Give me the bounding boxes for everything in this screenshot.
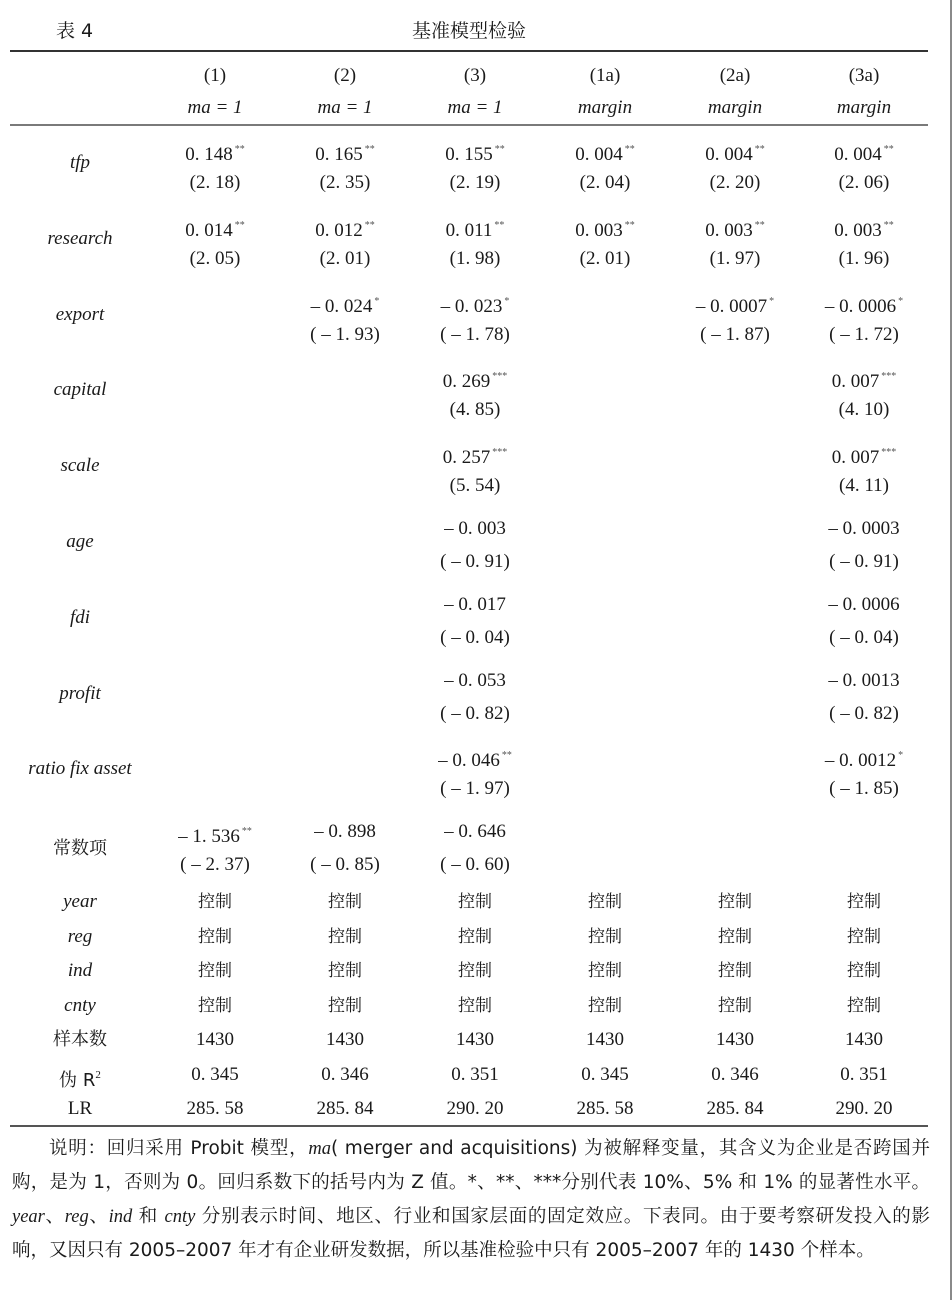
bottom-rule: [10, 1125, 928, 1127]
coefficient-cell: [410, 134, 540, 171]
table-number: 表 4: [56, 20, 94, 42]
coefficient-value: 0. 004: [705, 144, 753, 165]
z-value-cell: ( – 0. 91): [829, 551, 899, 572]
stat-cell: 控制: [588, 961, 622, 981]
notes-variable: cnty: [164, 1207, 196, 1227]
coefficient-value: – 0. 0012: [824, 750, 897, 772]
dependent-variable: margin: [707, 97, 763, 118]
stat-cell: 1430: [196, 1029, 234, 1050]
row-label: scale: [60, 455, 100, 477]
stat-cell: 控制: [328, 961, 362, 981]
coefficient-cell: [670, 286, 800, 323]
row-label: capital: [53, 379, 107, 401]
stat-cell: 1430: [716, 1029, 754, 1050]
column-header: [150, 60, 280, 124]
coefficient-cell: [799, 589, 929, 621]
significance-stars: **: [364, 219, 375, 231]
stat-cell: 控制: [718, 892, 752, 912]
coefficient-cell: [799, 437, 929, 474]
notes-text: 分别表示时间、地区、行业和国家层面的固定效应。下表同。由于要考察研发投入的影响，又因只有 2005–2007 年才有企业研发数据，所以基准检验中只有 2005–2007 年的 1430 个样本。: [12, 1206, 930, 1261]
z-value-cell: (1. 97): [709, 247, 761, 269]
column-id: (2a): [719, 65, 751, 86]
stat-cell: 1430: [845, 1029, 883, 1050]
stat-cell: 285. 58: [186, 1098, 244, 1119]
coefficient-cell: [410, 286, 540, 323]
stat-cell: 290. 20: [835, 1098, 893, 1119]
coefficient-value: 0. 003: [705, 219, 753, 241]
z-value-cell: (2. 06): [838, 172, 890, 193]
column-id: (2): [333, 65, 357, 86]
notes-paragraph: [12, 1132, 930, 1268]
z-value-cell: (2. 19): [449, 172, 501, 193]
significance-stars: **: [234, 219, 245, 231]
row-label: [10, 990, 150, 1022]
notes-variable: ind: [108, 1207, 133, 1227]
z-value-cell: ( – 0. 82): [829, 702, 899, 724]
row-label: ratio fix asset: [28, 758, 132, 780]
significance-stars: ***: [492, 447, 508, 459]
row-label-text: 样本数: [53, 1029, 107, 1050]
row-label-text: reg: [67, 925, 93, 947]
coefficient-value: 0. 003: [575, 219, 623, 241]
column-id: (3a): [848, 65, 880, 86]
table-title: 基准模型检验: [411, 20, 526, 42]
row-label: profit: [59, 682, 101, 704]
coefficient-cell: [410, 361, 540, 398]
coefficient-value: 0. 004: [575, 144, 623, 165]
z-value-cell: (2. 18): [189, 172, 241, 193]
coefficient-cell: [280, 816, 410, 848]
stat-cell: 控制: [198, 892, 232, 912]
notes-variable: reg: [64, 1207, 89, 1227]
coefficient-value: 0. 269: [442, 371, 491, 393]
significance-stars: **: [624, 144, 635, 155]
row-label-text: 伪 R: [59, 1069, 96, 1091]
row-label-text: cnty: [64, 994, 96, 1016]
coefficient-value: – 0. 024: [310, 295, 373, 317]
notes-text: *、**、***分别代表 10%、5% 和 1% 的显著性水平。: [467, 1172, 931, 1193]
stat-cell: 控制: [588, 892, 622, 912]
z-value-cell: (2. 35): [319, 172, 371, 193]
significance-stars: **: [494, 219, 505, 231]
stat-cell: 285. 84: [706, 1098, 764, 1119]
coefficient-cell: [410, 665, 540, 697]
notes-text: ( merger and acquisitions) 为被解释变量，其含义为企业是否跨国并购，是为 1，否则为 0。回归系数下的括号内为 Z 值。: [12, 1138, 930, 1193]
notes-text: 说明：回归采用 Probit 模型，: [49, 1138, 309, 1159]
z-value-cell: (4. 10): [838, 399, 890, 421]
coefficient-value: – 0. 0007: [695, 295, 768, 317]
coefficient-value: 0. 148: [185, 144, 233, 165]
column-header: [540, 60, 670, 124]
row-label-text: LR: [67, 1098, 93, 1119]
z-value-cell: ( – 1. 97): [440, 778, 510, 800]
coefficient-cell: [410, 513, 540, 545]
notes-variable: year: [12, 1207, 45, 1227]
z-value-cell: (4. 11): [839, 475, 889, 497]
coefficient-cell: [410, 210, 540, 247]
stat-cell: 控制: [847, 926, 881, 947]
z-value-cell: ( – 1. 85): [829, 778, 899, 800]
stat-cell: 控制: [718, 995, 752, 1016]
stat-cell: 控制: [718, 961, 752, 981]
superscript: 2: [95, 1068, 101, 1081]
dependent-variable: margin: [577, 97, 633, 118]
coefficient-value: – 0. 053: [444, 669, 506, 691]
row-label: [10, 886, 150, 918]
z-value-cell: ( – 2. 37): [180, 854, 250, 876]
table-caption: [0, 16, 952, 46]
coefficient-cell: [410, 589, 540, 621]
z-value-cell: (2. 01): [579, 247, 631, 269]
coefficient-value: – 0. 0003: [828, 518, 900, 539]
stat-cell: 控制: [198, 961, 232, 981]
significance-stars: *: [374, 295, 380, 307]
stat-cell: 290. 20: [446, 1098, 504, 1119]
significance-stars: **: [501, 750, 512, 762]
notes-text: 、: [44, 1206, 65, 1227]
coefficient-value: – 0. 646: [444, 821, 506, 843]
coefficient-value: – 0. 003: [444, 518, 506, 539]
significance-stars: *: [898, 295, 904, 307]
stat-cell: 控制: [718, 926, 752, 947]
coefficient-cell: [799, 134, 929, 171]
coefficient-cell: [410, 437, 540, 474]
significance-stars: **: [624, 219, 635, 231]
coefficient-cell: [799, 740, 929, 777]
stat-cell: 0. 345: [581, 1063, 629, 1085]
coefficient-value: 0. 155: [445, 144, 493, 165]
coefficient-cell: [280, 286, 410, 323]
significance-stars: ***: [492, 371, 508, 383]
significance-stars: **: [364, 144, 375, 155]
stat-cell: 控制: [328, 892, 362, 912]
dependent-variable: ma = 1: [187, 97, 243, 118]
stat-cell: 285. 58: [576, 1098, 634, 1119]
z-value-cell: (2. 04): [579, 172, 631, 193]
coefficient-value: 0. 011: [445, 219, 493, 241]
stat-cell: 控制: [328, 995, 362, 1016]
z-value-cell: (1. 96): [838, 247, 890, 269]
coefficient-cell: [540, 210, 670, 247]
significance-stars: **: [241, 826, 252, 838]
coefficient-cell: [799, 286, 929, 323]
stat-cell: 控制: [847, 995, 881, 1016]
row-label: 常数项: [53, 838, 107, 860]
z-value-cell: (2. 05): [189, 247, 241, 269]
stat-cell: 1430: [326, 1029, 364, 1050]
coefficient-value: – 0. 0006: [828, 593, 900, 615]
column-id: (1): [203, 65, 227, 86]
column-header: [410, 60, 540, 124]
column-header: [280, 60, 410, 124]
significance-stars: **: [494, 144, 505, 155]
header-rule: [10, 124, 928, 126]
row-label: age: [66, 531, 94, 552]
row-label: [10, 955, 150, 987]
coefficient-cell: [410, 816, 540, 848]
z-value-cell: ( – 0. 04): [829, 626, 899, 648]
coefficient-value: – 1. 536: [178, 826, 240, 848]
z-value-cell: ( – 0. 91): [440, 551, 510, 572]
coefficient-cell: [670, 210, 800, 247]
stat-cell: 控制: [847, 961, 881, 981]
coefficient-value: 0. 012: [315, 219, 363, 241]
table-notes: [12, 1132, 930, 1268]
significance-stars: **: [754, 219, 765, 231]
row-label-text: year: [63, 891, 97, 912]
row-label: fdi: [69, 606, 91, 628]
coefficient-cell: [150, 134, 280, 171]
stat-cell: 控制: [328, 926, 362, 947]
row-label: [10, 1059, 150, 1097]
row-label-text: ind: [67, 960, 93, 981]
stat-cell: 控制: [458, 892, 492, 912]
notes-variable: ma: [308, 1139, 331, 1159]
coefficient-value: – 0. 023: [440, 295, 503, 317]
z-value-cell: ( – 1. 78): [440, 323, 510, 345]
stat-cell: 0. 345: [191, 1063, 239, 1085]
coefficient-cell: [799, 361, 929, 398]
stat-cell: 控制: [847, 892, 881, 912]
dependent-variable: ma = 1: [317, 97, 373, 118]
stat-cell: 285. 84: [316, 1098, 374, 1119]
coefficient-value: – 0. 898: [314, 821, 376, 843]
z-value-cell: (2. 20): [709, 172, 761, 193]
z-value-cell: (5. 54): [449, 475, 501, 497]
row-label: [10, 1093, 150, 1125]
stat-cell: 控制: [588, 926, 622, 947]
coefficient-value: 0. 257: [442, 447, 491, 469]
coefficient-value: 0. 165: [315, 144, 363, 165]
dependent-variable: ma = 1: [447, 97, 503, 118]
z-value-cell: ( – 1. 87): [700, 323, 770, 345]
coefficient-cell: [799, 665, 929, 697]
coefficient-value: 0. 007: [831, 371, 880, 393]
row-label: tfp: [69, 152, 91, 173]
z-value-cell: ( – 0. 60): [440, 854, 510, 876]
significance-stars: **: [234, 144, 245, 155]
row-label: research: [47, 227, 113, 249]
stat-cell: 0. 346: [321, 1063, 369, 1085]
stat-cell: 1430: [586, 1029, 624, 1050]
coefficient-value: 0. 014: [185, 219, 233, 241]
stat-cell: 0. 351: [451, 1063, 499, 1085]
dependent-variable: margin: [836, 97, 892, 118]
coefficient-cell: [280, 134, 410, 171]
coefficient-value: – 0. 046: [438, 750, 500, 772]
stat-cell: 控制: [458, 961, 492, 981]
coefficient-cell: [670, 134, 800, 171]
significance-stars: **: [883, 144, 894, 155]
coefficient-value: – 0. 0013: [828, 669, 900, 691]
column-id: (3): [463, 65, 487, 86]
significance-stars: ***: [881, 447, 897, 459]
top-rule: [10, 50, 928, 52]
column-id: (1a): [589, 65, 621, 86]
z-value-cell: ( – 0. 85): [310, 854, 380, 876]
stat-cell: 1430: [456, 1029, 494, 1050]
coefficient-value: – 0. 0006: [824, 295, 897, 317]
coefficient-cell: [799, 210, 929, 247]
coefficient-cell: [150, 210, 280, 247]
z-value-cell: ( – 1. 93): [310, 323, 380, 345]
significance-stars: **: [883, 219, 894, 231]
coefficient-value: 0. 007: [831, 447, 880, 469]
stat-cell: 控制: [198, 926, 232, 947]
significance-stars: **: [754, 144, 765, 155]
significance-stars: ***: [881, 371, 897, 383]
significance-stars: *: [769, 295, 775, 307]
row-label: export: [55, 303, 105, 325]
coefficient-value: 0. 003: [834, 219, 882, 241]
z-value-cell: ( – 1. 72): [829, 323, 899, 345]
stat-cell: 控制: [458, 926, 492, 947]
coefficient-cell: [150, 816, 280, 853]
stat-cell: 控制: [458, 995, 492, 1016]
coefficient-cell: [799, 513, 929, 545]
coefficient-cell: [540, 134, 670, 171]
column-header: [670, 60, 800, 124]
notes-text: 和: [132, 1206, 165, 1227]
row-label: [10, 1024, 150, 1056]
z-value-cell: ( – 0. 82): [440, 702, 510, 724]
coefficient-cell: [280, 210, 410, 247]
coefficient-cell: [410, 740, 540, 777]
stat-cell: 0. 351: [840, 1063, 888, 1085]
stat-cell: 0. 346: [711, 1063, 759, 1085]
coefficient-value: 0. 004: [834, 144, 882, 165]
coefficient-value: – 0. 017: [444, 593, 506, 615]
z-value-cell: (4. 85): [449, 399, 501, 421]
stat-cell: 控制: [588, 995, 622, 1016]
stat-cell: 控制: [198, 995, 232, 1016]
z-value-cell: ( – 0. 04): [440, 626, 510, 648]
column-header: [799, 60, 929, 124]
row-label: [10, 921, 150, 953]
z-value-cell: (2. 01): [319, 247, 371, 269]
notes-text: 、: [88, 1206, 109, 1227]
significance-stars: *: [898, 750, 904, 762]
significance-stars: *: [504, 295, 510, 307]
z-value-cell: (1. 98): [449, 247, 501, 269]
